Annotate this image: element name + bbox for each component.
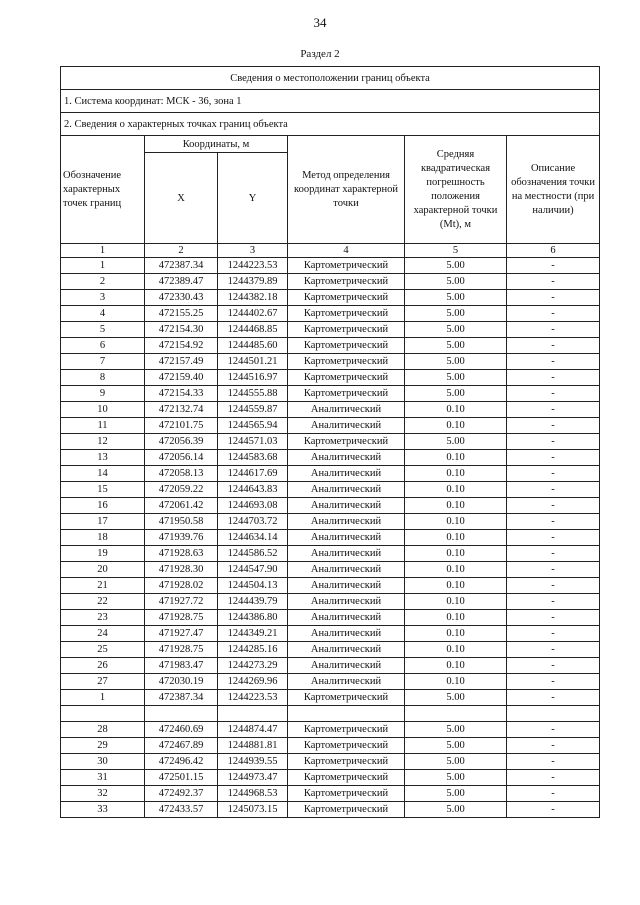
y-coordinate-cell: 1244501.21 — [218, 354, 288, 370]
table-row — [61, 802, 600, 818]
method-cell: Картометрический — [288, 386, 405, 402]
y-coordinate-cell: 1244559.87 — [218, 402, 288, 418]
table-row — [61, 466, 600, 482]
table-row — [61, 290, 600, 306]
header-designation: Обозначение характерных точек границ — [61, 136, 145, 244]
description-cell: - — [507, 258, 600, 274]
description-cell: - — [507, 594, 600, 610]
method-cell: Картометрический — [288, 738, 405, 754]
coord-system-row: 1. Система координат: МСК - 36, зона 1 — [61, 90, 600, 113]
error-cell: 0.10 — [405, 482, 507, 498]
x-coordinate-cell: 472056.14 — [145, 450, 218, 466]
y-coordinate-cell: 1244939.55 — [218, 754, 288, 770]
point-id-cell: 4 — [61, 306, 145, 322]
error-cell: 0.10 — [405, 530, 507, 546]
y-coordinate-cell: 1245073.15 — [218, 802, 288, 818]
y-coordinate-cell: 1244583.68 — [218, 450, 288, 466]
x-coordinate-cell: 472157.49 — [145, 354, 218, 370]
point-id-cell: 1 — [61, 690, 145, 706]
error-cell: 5.00 — [405, 370, 507, 386]
error-cell: 5.00 — [405, 722, 507, 738]
error-cell: 0.10 — [405, 546, 507, 562]
x-coordinate-cell: 472159.40 — [145, 370, 218, 386]
method-cell: Картометрический — [288, 354, 405, 370]
point-id-cell: 2 — [61, 274, 145, 290]
error-cell: 0.10 — [405, 626, 507, 642]
description-cell: - — [507, 418, 600, 434]
description-cell: - — [507, 530, 600, 546]
method-cell — [288, 706, 405, 722]
y-coordinate-cell: 1244634.14 — [218, 530, 288, 546]
x-coordinate-cell: 472492.37 — [145, 786, 218, 802]
point-id-cell: 31 — [61, 770, 145, 786]
table-row — [61, 386, 600, 402]
point-id-cell: 8 — [61, 370, 145, 386]
description-cell: - — [507, 354, 600, 370]
y-coordinate-cell: 1244379.89 — [218, 274, 288, 290]
x-coordinate-cell: 472030.19 — [145, 674, 218, 690]
y-coordinate-cell: 1244349.21 — [218, 626, 288, 642]
method-cell: Картометрический — [288, 258, 405, 274]
x-coordinate-cell: 472467.89 — [145, 738, 218, 754]
table-row — [61, 626, 600, 642]
method-cell: Картометрический — [288, 690, 405, 706]
description-cell: - — [507, 274, 600, 290]
point-id-cell: 33 — [61, 802, 145, 818]
table-row — [61, 754, 600, 770]
table-row — [61, 322, 600, 338]
header-x: X — [145, 153, 218, 244]
method-cell: Картометрический — [288, 306, 405, 322]
method-cell: Аналитический — [288, 514, 405, 530]
description-cell: - — [507, 434, 600, 450]
method-cell: Аналитический — [288, 482, 405, 498]
point-id-cell: 11 — [61, 418, 145, 434]
table-row — [61, 562, 600, 578]
method-cell: Аналитический — [288, 594, 405, 610]
table-row — [61, 546, 600, 562]
description-cell: - — [507, 338, 600, 354]
x-coordinate-cell: 472132.74 — [145, 402, 218, 418]
point-id-cell: 26 — [61, 658, 145, 674]
table-row — [61, 578, 600, 594]
description-cell: - — [507, 674, 600, 690]
table-title: Сведения о местоположении границ объекта — [61, 67, 600, 90]
x-coordinate-cell: 472501.15 — [145, 770, 218, 786]
method-cell: Аналитический — [288, 626, 405, 642]
point-id-cell: 6 — [61, 338, 145, 354]
y-coordinate-cell: 1244586.52 — [218, 546, 288, 562]
table-row — [61, 610, 600, 626]
method-cell: Картометрический — [288, 802, 405, 818]
y-coordinate-cell: 1244617.69 — [218, 466, 288, 482]
point-id-cell: 5 — [61, 322, 145, 338]
x-coordinate-cell: 472433.57 — [145, 802, 218, 818]
y-coordinate-cell: 1244386.80 — [218, 610, 288, 626]
method-cell: Аналитический — [288, 546, 405, 562]
table-row — [61, 274, 600, 290]
table-row — [61, 338, 600, 354]
method-cell: Аналитический — [288, 562, 405, 578]
y-coordinate-cell: 1244223.53 — [218, 258, 288, 274]
description-cell: - — [507, 402, 600, 418]
x-coordinate-cell: 472155.25 — [145, 306, 218, 322]
y-coordinate-cell: 1244881.81 — [218, 738, 288, 754]
x-coordinate-cell: 472059.22 — [145, 482, 218, 498]
y-coordinate-cell: 1244571.03 — [218, 434, 288, 450]
description-cell — [507, 706, 600, 722]
table-row — [61, 370, 600, 386]
y-coordinate-cell: 1244273.29 — [218, 658, 288, 674]
x-coordinate-cell: 471928.30 — [145, 562, 218, 578]
y-coordinate-cell: 1244439.79 — [218, 594, 288, 610]
table-row — [61, 450, 600, 466]
method-cell: Картометрический — [288, 722, 405, 738]
description-cell: - — [507, 802, 600, 818]
point-id-cell: 24 — [61, 626, 145, 642]
point-id-cell: 7 — [61, 354, 145, 370]
description-cell: - — [507, 722, 600, 738]
x-coordinate-cell: 472101.75 — [145, 418, 218, 434]
point-id-cell: 16 — [61, 498, 145, 514]
error-cell: 0.10 — [405, 658, 507, 674]
error-cell: 0.10 — [405, 514, 507, 530]
description-cell: - — [507, 386, 600, 402]
header-coordinates: Координаты, м — [145, 136, 288, 153]
table-row — [61, 642, 600, 658]
section-title: Раздел 2 — [300, 48, 340, 60]
description-cell: - — [507, 690, 600, 706]
point-id-cell: 27 — [61, 674, 145, 690]
error-cell: 5.00 — [405, 258, 507, 274]
point-id-cell: 13 — [61, 450, 145, 466]
x-coordinate-cell: 471927.47 — [145, 626, 218, 642]
error-cell: 5.00 — [405, 386, 507, 402]
y-coordinate-cell: 1244402.67 — [218, 306, 288, 322]
column-number: 6 — [507, 244, 600, 258]
point-id-cell: 22 — [61, 594, 145, 610]
error-cell: 0.10 — [405, 610, 507, 626]
y-coordinate-cell: 1244504.13 — [218, 578, 288, 594]
column-numbers-row — [61, 244, 600, 258]
table-row — [61, 738, 600, 754]
point-id-cell: 10 — [61, 402, 145, 418]
x-coordinate-cell — [145, 706, 218, 722]
point-id-cell: 32 — [61, 786, 145, 802]
point-id-cell: 23 — [61, 610, 145, 626]
table-row — [61, 498, 600, 514]
error-cell: 5.00 — [405, 802, 507, 818]
description-cell: - — [507, 482, 600, 498]
method-cell: Картометрический — [288, 290, 405, 306]
table-row — [61, 514, 600, 530]
header-method: Метод определения координат характерной точки — [288, 136, 405, 244]
y-coordinate-cell: 1244485.60 — [218, 338, 288, 354]
y-coordinate-cell: 1244693.08 — [218, 498, 288, 514]
x-coordinate-cell: 471928.02 — [145, 578, 218, 594]
y-coordinate-cell: 1244223.53 — [218, 690, 288, 706]
method-cell: Картометрический — [288, 338, 405, 354]
description-cell: - — [507, 514, 600, 530]
x-coordinate-cell: 472387.34 — [145, 258, 218, 274]
x-coordinate-cell: 472061.42 — [145, 498, 218, 514]
point-id-cell: 19 — [61, 546, 145, 562]
error-cell: 5.00 — [405, 354, 507, 370]
error-cell: 5.00 — [405, 690, 507, 706]
description-cell: - — [507, 498, 600, 514]
description-cell: - — [507, 370, 600, 386]
x-coordinate-cell: 471983.47 — [145, 658, 218, 674]
x-coordinate-cell: 471927.72 — [145, 594, 218, 610]
point-id-cell: 29 — [61, 738, 145, 754]
y-coordinate-cell: 1244874.47 — [218, 722, 288, 738]
point-id-cell: 14 — [61, 466, 145, 482]
method-cell: Картометрический — [288, 754, 405, 770]
table-row — [61, 418, 600, 434]
point-id-cell: 30 — [61, 754, 145, 770]
description-cell: - — [507, 754, 600, 770]
method-cell: Картометрический — [288, 434, 405, 450]
error-cell: 0.10 — [405, 578, 507, 594]
column-number: 2 — [145, 244, 218, 258]
description-cell: - — [507, 658, 600, 674]
method-cell: Картометрический — [288, 322, 405, 338]
header-description: Описание обозначения точки на местности (при наличии) — [507, 136, 600, 244]
method-cell: Аналитический — [288, 578, 405, 594]
y-coordinate-cell: 1244968.53 — [218, 786, 288, 802]
method-cell: Аналитический — [288, 658, 405, 674]
x-coordinate-cell: 472460.69 — [145, 722, 218, 738]
x-coordinate-cell: 472389.47 — [145, 274, 218, 290]
description-cell: - — [507, 786, 600, 802]
table-row — [61, 434, 600, 450]
description-cell: - — [507, 610, 600, 626]
method-cell: Аналитический — [288, 610, 405, 626]
y-coordinate-cell: 1244382.18 — [218, 290, 288, 306]
error-cell: 0.10 — [405, 450, 507, 466]
x-coordinate-cell: 472058.13 — [145, 466, 218, 482]
y-coordinate-cell: 1244973.47 — [218, 770, 288, 786]
error-cell: 5.00 — [405, 754, 507, 770]
method-cell: Картометрический — [288, 274, 405, 290]
x-coordinate-cell: 471950.58 — [145, 514, 218, 530]
method-cell: Картометрический — [288, 770, 405, 786]
description-cell: - — [507, 562, 600, 578]
description-cell: - — [507, 450, 600, 466]
error-cell — [405, 706, 507, 722]
point-id-cell: 25 — [61, 642, 145, 658]
description-cell: - — [507, 770, 600, 786]
point-id-cell: 17 — [61, 514, 145, 530]
point-id-cell: 15 — [61, 482, 145, 498]
table-row — [61, 674, 600, 690]
table-row — [61, 530, 600, 546]
error-cell: 5.00 — [405, 434, 507, 450]
point-id-cell: 9 — [61, 386, 145, 402]
description-cell: - — [507, 466, 600, 482]
description-cell: - — [507, 626, 600, 642]
point-id-cell: 21 — [61, 578, 145, 594]
x-coordinate-cell: 472330.43 — [145, 290, 218, 306]
method-cell: Картометрический — [288, 370, 405, 386]
table-row — [61, 770, 600, 786]
table-row — [61, 658, 600, 674]
table-row — [61, 594, 600, 610]
table-row — [61, 402, 600, 418]
error-cell: 0.10 — [405, 402, 507, 418]
error-cell: 5.00 — [405, 322, 507, 338]
x-coordinate-cell: 472056.39 — [145, 434, 218, 450]
y-coordinate-cell: 1244269.96 — [218, 674, 288, 690]
x-coordinate-cell: 472496.42 — [145, 754, 218, 770]
header-y: Y — [218, 153, 288, 244]
method-cell: Аналитический — [288, 642, 405, 658]
y-coordinate-cell: 1244547.90 — [218, 562, 288, 578]
x-coordinate-cell: 471928.75 — [145, 610, 218, 626]
description-cell: - — [507, 546, 600, 562]
error-cell: 0.10 — [405, 562, 507, 578]
method-cell: Аналитический — [288, 466, 405, 482]
description-cell: - — [507, 642, 600, 658]
description-cell: - — [507, 290, 600, 306]
column-number: 3 — [218, 244, 288, 258]
points-heading-row: 2. Сведения о характерных точках границ объекта — [61, 113, 600, 136]
error-cell: 5.00 — [405, 274, 507, 290]
method-cell: Аналитический — [288, 450, 405, 466]
table-row — [61, 354, 600, 370]
description-cell: - — [507, 578, 600, 594]
error-cell: 0.10 — [405, 466, 507, 482]
x-coordinate-cell: 471928.75 — [145, 642, 218, 658]
point-id-cell: 1 — [61, 258, 145, 274]
y-coordinate-cell: 1244285.16 — [218, 642, 288, 658]
point-id-cell: 12 — [61, 434, 145, 450]
table-row — [61, 306, 600, 322]
table-row — [61, 722, 600, 738]
error-cell: 0.10 — [405, 498, 507, 514]
error-cell: 0.10 — [405, 642, 507, 658]
method-cell: Картометрический — [288, 786, 405, 802]
blank-separator-row — [61, 706, 600, 722]
column-number: 4 — [288, 244, 405, 258]
point-id-cell: 28 — [61, 722, 145, 738]
method-cell: Аналитический — [288, 498, 405, 514]
table-row — [61, 482, 600, 498]
y-coordinate-cell: 1244643.83 — [218, 482, 288, 498]
table-row — [61, 258, 600, 274]
column-number: 5 — [405, 244, 507, 258]
description-cell: - — [507, 738, 600, 754]
table-row — [61, 690, 600, 706]
y-coordinate-cell: 1244555.88 — [218, 386, 288, 402]
error-cell: 5.00 — [405, 770, 507, 786]
header-error: Средняя квадратическая погрешность положения характерной точки (Mt), м — [405, 136, 507, 244]
description-cell: - — [507, 306, 600, 322]
error-cell: 0.10 — [405, 418, 507, 434]
point-id-cell: 18 — [61, 530, 145, 546]
error-cell: 5.00 — [405, 786, 507, 802]
error-cell: 0.10 — [405, 674, 507, 690]
method-cell: Аналитический — [288, 674, 405, 690]
y-coordinate-cell: 1244703.72 — [218, 514, 288, 530]
error-cell: 5.00 — [405, 290, 507, 306]
y-coordinate-cell: 1244516.97 — [218, 370, 288, 386]
x-coordinate-cell: 472154.33 — [145, 386, 218, 402]
column-number: 1 — [61, 244, 145, 258]
point-id-cell: 3 — [61, 290, 145, 306]
boundary-points-table — [60, 66, 600, 818]
x-coordinate-cell: 472387.34 — [145, 690, 218, 706]
method-cell: Аналитический — [288, 418, 405, 434]
point-id-cell: 20 — [61, 562, 145, 578]
error-cell: 5.00 — [405, 338, 507, 354]
error-cell: 5.00 — [405, 306, 507, 322]
x-coordinate-cell: 472154.30 — [145, 322, 218, 338]
table-row — [61, 786, 600, 802]
description-cell: - — [507, 322, 600, 338]
error-cell: 5.00 — [405, 738, 507, 754]
error-cell: 0.10 — [405, 594, 507, 610]
x-coordinate-cell: 472154.92 — [145, 338, 218, 354]
method-cell: Аналитический — [288, 530, 405, 546]
y-coordinate-cell — [218, 706, 288, 722]
point-id-cell — [61, 706, 145, 722]
x-coordinate-cell: 471928.63 — [145, 546, 218, 562]
method-cell: Аналитический — [288, 402, 405, 418]
y-coordinate-cell: 1244468.85 — [218, 322, 288, 338]
x-coordinate-cell: 471939.76 — [145, 530, 218, 546]
page-number: 34 — [313, 15, 327, 30]
y-coordinate-cell: 1244565.94 — [218, 418, 288, 434]
